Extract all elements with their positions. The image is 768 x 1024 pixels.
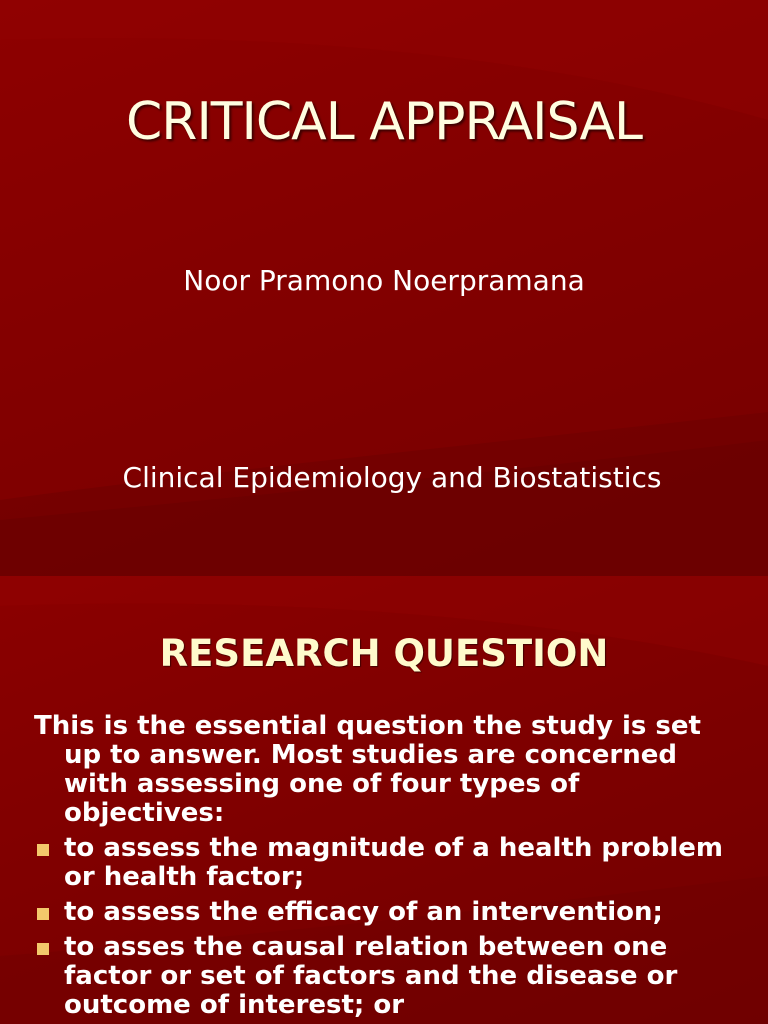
- department-name: Clinical Epidemiology and Biostatistics: [122, 461, 662, 494]
- body-text: [34, 712, 742, 1024]
- square-bullet-icon: [37, 908, 49, 920]
- author-name: Noor Pramono Noerpramana: [183, 264, 585, 297]
- list-item: [34, 933, 742, 1020]
- objectives-list: [34, 834, 742, 1020]
- slide-research-question: [0, 576, 768, 1024]
- section-heading: RESEARCH QUESTION: [159, 632, 609, 675]
- square-bullet-icon: [37, 844, 49, 856]
- intro-paragraph: This is the essential question the study is set up to answer. Most studies are concerned with assessing one of four types of objectives:: [34, 711, 701, 828]
- list-item: [34, 898, 742, 927]
- slide-title: CRITICAL APPRAISAL: [126, 92, 642, 152]
- list-item-text: to assess the efficacy of an intervention;: [64, 897, 663, 927]
- square-bullet-icon: [37, 943, 49, 955]
- list-item-text: to asses the causal relation between one factor or set of factors and the disease or outcome of interest; or: [64, 932, 678, 1020]
- list-item-text: to assess the magnitude of a health problem or health factor;: [64, 833, 723, 892]
- list-item: [34, 834, 742, 892]
